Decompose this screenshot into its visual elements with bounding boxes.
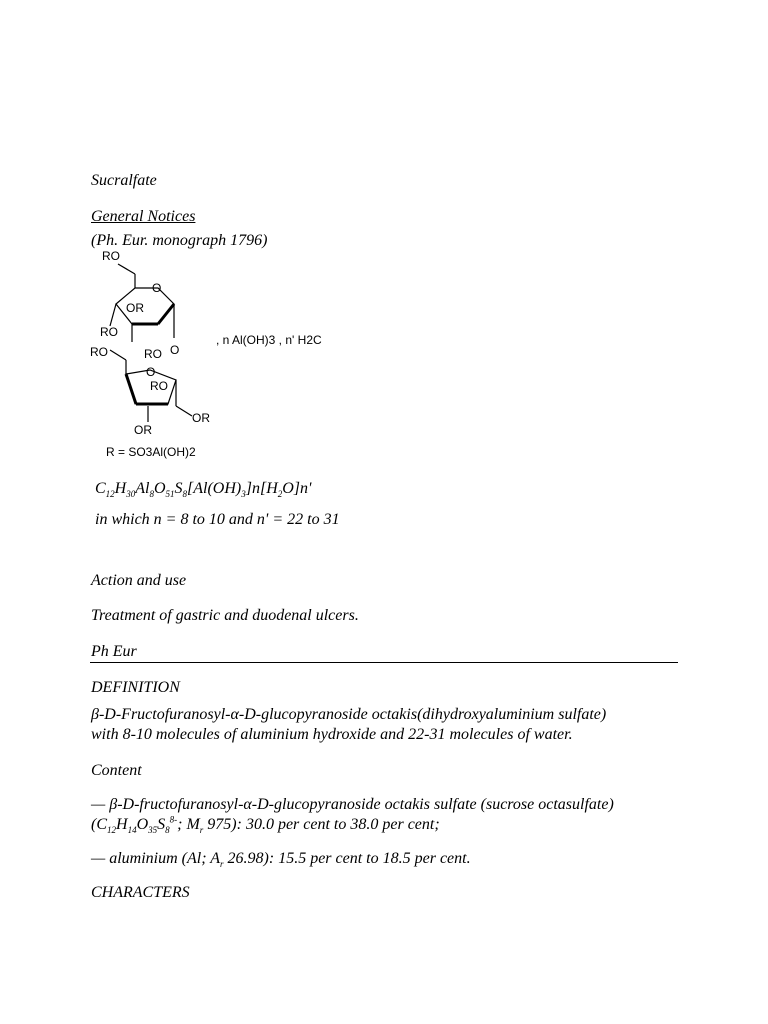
ro-label: RO <box>150 379 168 393</box>
content-item-1-line-1: — β-D-fructofuranosyl-α-D-glucopyranoside octakis sulfate (sucrose octasulfate) <box>91 796 614 813</box>
or-label: OR <box>126 301 144 315</box>
glycosidic-oxygen-label: O <box>170 343 180 357</box>
hydrate-suffix: , n Al(OH)3 , n' H2C <box>216 333 322 347</box>
ro-label: RO <box>100 325 118 339</box>
characters-heading: CHARACTERS <box>91 884 190 901</box>
definition-line-1: β-D-Fructofuranosyl-α-D-glucopyranoside octakis(dihydroxyaluminium sulfate) <box>91 706 607 723</box>
or-label: OR <box>192 411 210 425</box>
sucralfate-structure-diagram <box>88 246 348 464</box>
ro-label: RO <box>90 345 108 359</box>
content-item-2: — aluminium (Al; $A_r$ 26.98): 15.5 per cent to 18.5 per cent. <box>91 850 471 870</box>
content-item-1-line-2: ($C_{12}H_{14}O_{35}S_8^{8-}$; $M_r$ 975): 30.0 per cent to 38.0 per cent; <box>91 814 440 836</box>
general-notices-link[interactable]: General Notices <box>91 208 196 225</box>
action-text: Treatment of gastric and duodenal ulcers. <box>91 607 359 624</box>
ro-label: RO <box>102 249 120 263</box>
formula-note: in which n = 8 to 10 and n' = 22 to 31 <box>95 511 340 528</box>
action-heading: Action and use <box>91 572 187 589</box>
section-divider <box>90 662 678 663</box>
ring-oxygen-label: O <box>152 281 162 295</box>
monograph-reference: (Ph. Eur. monograph 1796) <box>91 232 268 249</box>
molecular-formula: $C_{12}H_{30}Al_8O_{51}S_8[Al(OH)_3]n[H_2O]n'$ <box>95 480 312 500</box>
ring-oxygen-label: O <box>146 365 156 379</box>
ro-label: RO <box>144 347 162 361</box>
ph-eur-label: Ph Eur <box>91 643 137 660</box>
r-definition: R = SO3Al(OH)2 <box>106 445 196 459</box>
or-label: OR <box>134 423 152 437</box>
definition-line-2: with 8-10 molecules of aluminium hydroxide and 22-31 molecules of water. <box>91 726 573 743</box>
page-title: Sucralfate <box>91 172 157 189</box>
content-heading: Content <box>91 762 142 779</box>
definition-heading: DEFINITION <box>91 679 180 696</box>
